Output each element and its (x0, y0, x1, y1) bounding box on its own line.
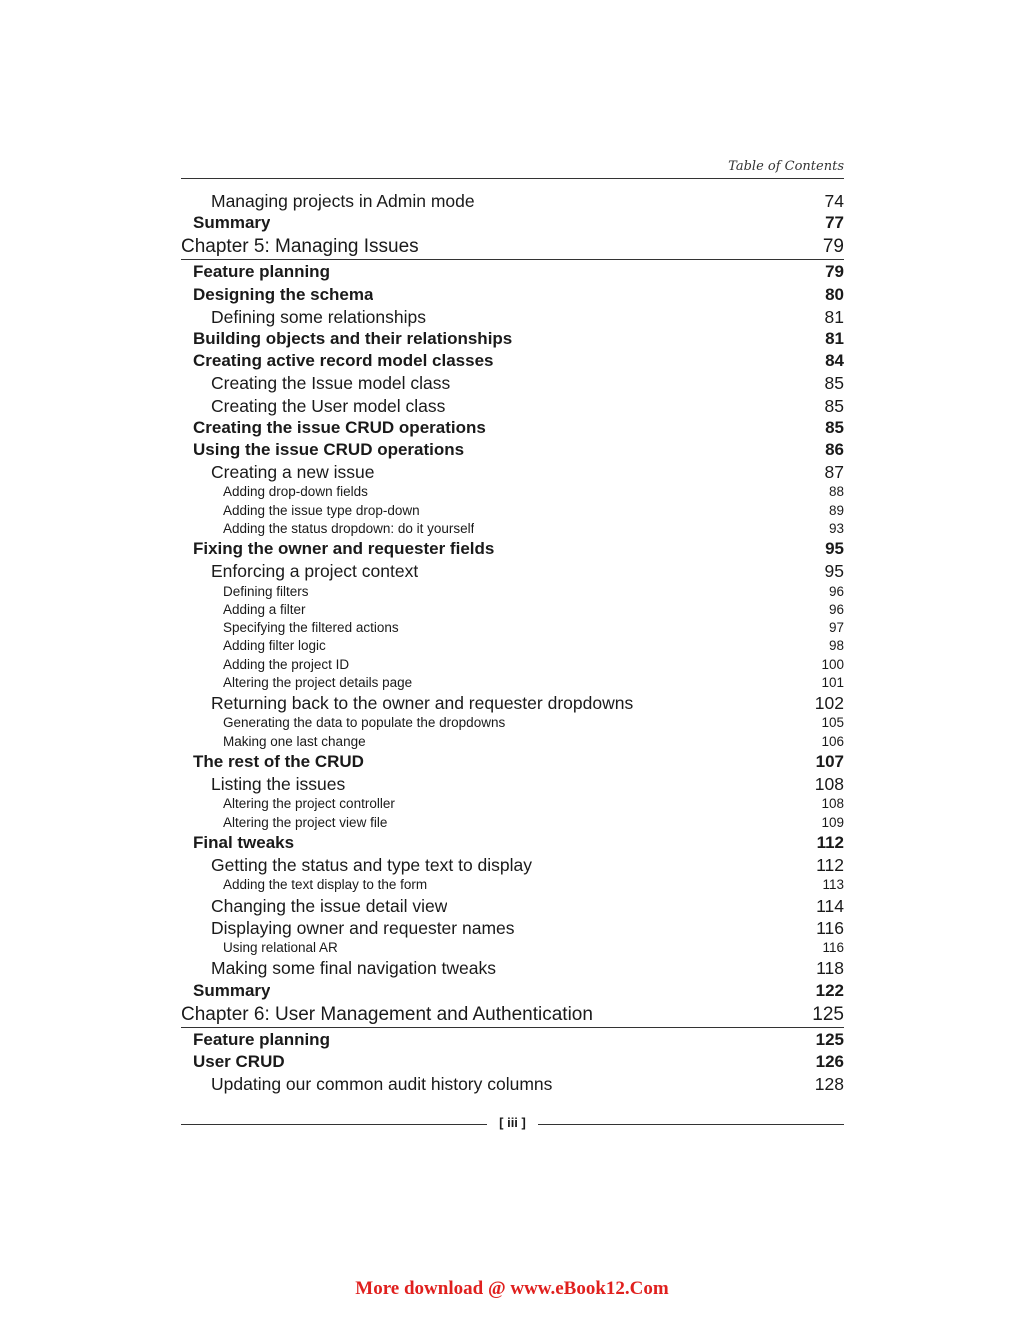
toc-entry-page: 77 (825, 213, 844, 233)
toc-section-row[interactable] (181, 1029, 844, 1051)
toc-subsection-row[interactable] (181, 773, 844, 795)
toc-subsubsection-row[interactable] (181, 502, 844, 520)
page-number: [ iii ] (499, 1115, 526, 1130)
toc-entry-page: 74 (824, 191, 844, 211)
toc-entry-title: Creating a new issue (211, 462, 375, 483)
toc-entry-page: 84 (825, 351, 844, 371)
toc-subsubsection-row[interactable] (181, 583, 844, 601)
toc-entry-page: 81 (824, 306, 844, 327)
toc-entry-page: 96 (828, 601, 844, 617)
toc-entry-page: 106 (821, 733, 844, 749)
toc-entry-title: Altering the project view file (223, 814, 388, 830)
toc-entry-title: Generating the data to populate the dropdowns (223, 715, 506, 731)
toc-subsubsection-row[interactable] (181, 795, 844, 813)
toc-entry-page: 109 (821, 814, 844, 830)
toc-section-row[interactable] (181, 212, 844, 234)
toc-entry-title: Using relational AR (223, 940, 338, 956)
toc-subsection-row[interactable] (181, 306, 844, 328)
toc-subsubsection-row[interactable] (181, 601, 844, 619)
toc-entry-page: 101 (821, 675, 844, 690)
toc-entry-page: 89 (828, 502, 844, 518)
toc-entry-page: 85 (824, 373, 844, 394)
toc-entry-title: Chapter 5: Managing Issues (181, 236, 419, 258)
toc-entry-title: Adding drop-down fields (223, 484, 368, 500)
toc-entry-title: Fixing the owner and requester fields (193, 539, 495, 559)
toc-subsection-row[interactable] (181, 1073, 844, 1095)
toc-subsection-row[interactable] (181, 372, 844, 394)
toc-entry-title: Changing the issue detail view (211, 895, 448, 916)
toc-entry-page: 88 (828, 484, 844, 500)
toc-entry-page: 96 (828, 583, 844, 599)
toc-entry-title: Summary (193, 980, 271, 1000)
toc-entry-title: Summary (193, 213, 271, 233)
toc-section-row[interactable] (181, 439, 844, 461)
toc-section-row[interactable] (181, 328, 844, 350)
toc-entry-title: Chapter 6: User Management and Authentication (181, 1003, 593, 1025)
toc-entry-page: 114 (816, 895, 844, 916)
toc-entry-title: Specifying the filtered actions (223, 620, 399, 636)
toc-entry-title: The rest of the CRUD (193, 752, 364, 772)
toc-entry-title: Displaying owner and requester names (211, 917, 515, 938)
toc-entry-title: Adding the project ID (223, 656, 350, 672)
toc-subsubsection-row[interactable] (181, 733, 844, 751)
toc-subsubsection-row[interactable] (181, 619, 844, 637)
table-of-contents (181, 190, 844, 1095)
toc-entry-title: Managing projects in Admin mode (211, 191, 475, 211)
toc-entry-title: Defining filters (223, 583, 309, 599)
toc-entry-page: 126 (815, 1051, 844, 1071)
toc-entry-title: Adding filter logic (223, 638, 326, 654)
toc-entry-title: User CRUD (193, 1051, 285, 1071)
toc-subsection-row[interactable] (181, 461, 844, 483)
toc-subsubsection-row[interactable] (181, 939, 844, 957)
toc-subsection-row[interactable] (181, 895, 844, 917)
toc-subsubsection-row[interactable] (181, 656, 844, 674)
toc-entry-page: 108 (821, 796, 844, 812)
toc-entry-title: Adding the issue type drop-down (223, 502, 420, 518)
toc-entry-page: 93 (828, 520, 844, 536)
toc-subsection-row[interactable] (181, 854, 844, 876)
toc-entry-page: 102 (814, 693, 844, 714)
toc-entry-page: 95 (825, 539, 844, 559)
toc-entry-title: Creating the issue CRUD operations (193, 417, 486, 437)
toc-entry-page: 108 (814, 774, 844, 795)
toc-entry-page: 105 (821, 715, 844, 731)
toc-subsection-row[interactable] (181, 692, 844, 714)
toc-entry-page: 118 (816, 958, 844, 979)
toc-entry-page: 97 (828, 620, 844, 636)
toc-entry-title: Feature planning (193, 262, 330, 282)
toc-chapter-row[interactable] (181, 234, 844, 260)
toc-subsubsection-row[interactable] (181, 714, 844, 732)
toc-entry-page: 125 (812, 1003, 844, 1025)
toc-entry-title: Getting the status and type text to display (211, 855, 533, 876)
toc-subsubsection-row[interactable] (181, 814, 844, 832)
toc-subsection-row[interactable] (181, 957, 844, 979)
toc-subsubsection-row[interactable] (181, 674, 844, 692)
toc-entry-page: 95 (824, 561, 844, 582)
toc-entry-page: 107 (815, 752, 844, 772)
toc-subsubsection-row[interactable] (181, 637, 844, 655)
toc-section-row[interactable] (181, 350, 844, 372)
toc-subsection-row[interactable] (181, 917, 844, 939)
page-footer (181, 1114, 844, 1134)
toc-section-row[interactable] (181, 980, 844, 1002)
toc-entry-page: 87 (824, 462, 844, 483)
toc-entry-title: Making some final navigation tweaks (211, 958, 497, 979)
toc-subsubsection-row[interactable] (181, 483, 844, 501)
toc-entry-page: 125 (815, 1029, 844, 1049)
header-title: Table of Contents (728, 159, 844, 174)
toc-entry-title: Making one last change (223, 733, 366, 749)
toc-section-row[interactable] (181, 832, 844, 854)
toc-entry-title: Returning back to the owner and requester dropdowns (211, 693, 634, 714)
toc-entry-title: Updating our common audit history columns (211, 1074, 553, 1095)
toc-entry-page: 81 (825, 328, 844, 348)
download-watermark: More download @ www.eBook12.Com (355, 1278, 669, 1299)
toc-entry-page: 98 (828, 638, 844, 654)
toc-subsection-row[interactable] (181, 395, 844, 417)
toc-entry-page: 79 (825, 262, 844, 282)
toc-entry-title: Designing the schema (193, 284, 374, 304)
toc-entry-title: Adding a filter (223, 601, 306, 617)
toc-entry-page: 112 (816, 855, 844, 876)
toc-entry-title: Adding the status dropdown: do it yourself (223, 520, 475, 536)
footer-rule-right (538, 1124, 844, 1125)
toc-entry-title: Listing the issues (211, 774, 346, 795)
toc-entry-page: 86 (825, 439, 844, 459)
toc-entry-page: 85 (824, 395, 844, 416)
toc-section-row[interactable] (181, 1051, 844, 1073)
toc-entry-page: 116 (816, 917, 844, 938)
toc-entry-title: Creating active record model classes (193, 351, 494, 371)
toc-subsubsection-row[interactable] (181, 520, 844, 538)
toc-section-row[interactable] (181, 538, 844, 560)
toc-entry-page: 116 (822, 940, 844, 956)
toc-entry-title: Final tweaks (193, 833, 295, 853)
toc-entry-title: Defining some relationships (211, 306, 426, 327)
toc-entry-page: 80 (825, 284, 844, 304)
toc-entry-title: Creating the Issue model class (211, 373, 451, 394)
toc-section-row[interactable] (181, 261, 844, 283)
toc-entry-page: 112 (816, 833, 844, 853)
toc-entry-title: Altering the project details page (223, 675, 413, 690)
toc-entry-page: 100 (821, 656, 844, 672)
toc-entry-title: Feature planning (193, 1029, 330, 1049)
toc-entry-title: Using the issue CRUD operations (193, 439, 465, 459)
toc-entry-page: 128 (814, 1074, 844, 1095)
running-header (181, 158, 844, 179)
toc-entry-page: 113 (822, 877, 844, 893)
toc-subsubsection-row[interactable] (181, 876, 844, 894)
toc-section-row[interactable] (181, 284, 844, 306)
toc-entry-title: Enforcing a project context (211, 561, 419, 582)
toc-section-row[interactable] (181, 751, 844, 773)
toc-entry-title: Adding the text display to the form (223, 877, 428, 893)
toc-entry-page: 85 (825, 417, 844, 437)
toc-subsection-row[interactable] (181, 190, 844, 212)
toc-chapter-row[interactable] (181, 1002, 844, 1028)
toc-entry-title: Creating the User model class (211, 395, 446, 416)
toc-subsection-row[interactable] (181, 560, 844, 582)
toc-entry-page: 79 (822, 236, 844, 258)
toc-section-row[interactable] (181, 417, 844, 439)
toc-entry-title: Altering the project controller (223, 796, 395, 812)
toc-entry-title: Building objects and their relationships (193, 328, 513, 348)
toc-entry-page: 122 (815, 980, 844, 1000)
